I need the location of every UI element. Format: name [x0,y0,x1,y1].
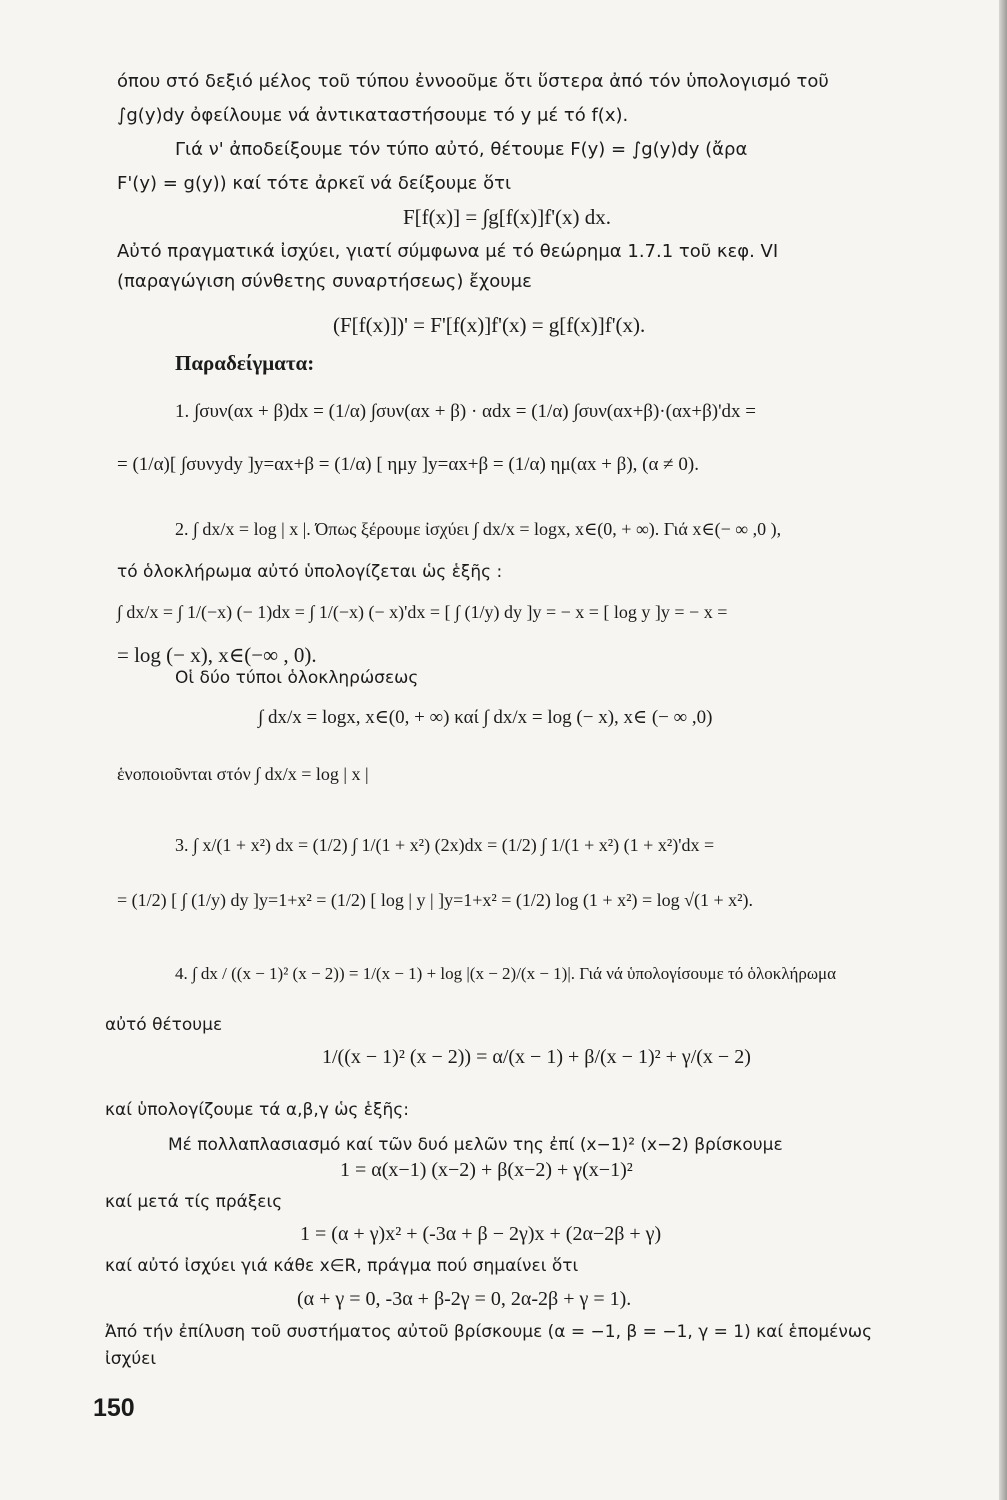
text-line: όπου στό δεξιό μέλος τοῦ τύπου ἐννοοῦμε ὅτι ὕστερα ἀπό τόν ὑπολογισμό τοῦ [117,71,829,92]
equation: F[f(x)] = ∫g[f(x)]f'(x) dx. [403,205,611,229]
text-line: Ἀπό τήν ἐπίλυση τοῦ συστήματος αὐτοῦ βρίσκουμε (α = −1, β = −1, γ = 1) καί ἑπομένως [105,1322,873,1342]
equation: ἑνοποιοῦνται στόν ∫ dx/x = log | x | [117,764,369,784]
text-line: αὐτό θέτουμε [105,1015,223,1035]
text-line: Γιά ν' ἀποδείξουμε τόν τύπο αὐτό, θέτουμε F(y) = ∫g(y)dy (ἄρα [175,139,748,160]
text-line: F'(y) = g(y)) καί τότε ἀρκεῖ νά δείξουμε ὅτι [117,173,512,194]
text-line: Μέ πολλαπλασιασμό καί τῶν δυό μελῶν της ἐπί (x−1)² (x−2) βρίσκουμε [168,1135,783,1155]
example-2-derivation: ∫ dx/x = ∫ 1/(−x) (− 1)dx = ∫ 1/(−x) (− x)'dx = [ ∫ (1/y) dy ]y = − x = [ log y ]y = − x = [117,602,728,622]
equation: = log (− x), x∈(−∞ , 0). [117,643,317,667]
section-heading: Παραδείγματα: [175,351,315,375]
equation: 1/((x − 1)² (x − 2)) = α/(x − 1) + β/(x − 1)² + γ/(x − 2) [322,1046,751,1068]
example-3-line-2: = (1/2) [ ∫ (1/y) dy ]y=1+x² = (1/2) [ log | y | ]y=1+x² = (1/2) log (1 + x²) = log √(1 + x²). [117,890,754,910]
text-line: καί αὐτό ἰσχύει γιά κάθε x∈R, πράγμα πού σημαίνει ὅτι [105,1256,579,1276]
example-1-line-2: = (1/α)[ ∫συνydy ]y=αx+β = (1/α) [ ημy ]y=αx+β = (1/α) ημ(αx + β), (α ≠ 0). [117,454,699,475]
equation: (F[f(x)])' = F'[f(x)]f'(x) = g[f(x)]f'(x). [333,313,646,337]
example-1-line-1: 1. ∫συν(αx + β)dx = (1/α) ∫συν(αx + β) · αdx = (1/α) ∫συν(αx+β)·(αx+β)'dx = [175,401,757,422]
text-line: Οἱ δύο τύποι ὁλοκληρώσεως [175,668,419,688]
text-line: ∫g(y)dy ὀφείλουμε νά ἀντικαταστήσουμε τό y μέ τό f(x). [117,105,629,126]
example-4-line-1: 4. ∫ dx / ((x − 1)² (x − 2)) = 1/(x − 1) + log |(x − 2)/(x − 1)|. Γιά νά ὑπολογίσουμε τό ὁλοκλήρωμα [175,964,837,983]
text-line: καί ὑπολογίζουμε τά α,β,γ ὡς ἑξῆς: [105,1100,409,1120]
example-3-line-1: 3. ∫ x/(1 + x²) dx = (1/2) ∫ 1/(1 + x²) (2x)dx = (1/2) ∫ 1/(1 + x²) (1 + x²)'dx = [175,835,715,855]
example-2-line-1: 2. ∫ dx/x = log | x |. Όπως ξέρουμε ἰσχύει ∫ dx/x = logx, x∈(0, + ∞). Γιά x∈(− ∞ ,0 ), [175,519,782,539]
equation: 1 = α(x−1) (x−2) + β(x−2) + γ(x−1)² [340,1159,633,1181]
text-line: (παραγώγιση σύνθετης συναρτήσεως) ἔχουμε [117,271,532,292]
text-line: Αὐτό πραγματικά ἰσχύει, γιατί σύμφωνα μέ τό θεώρημα 1.7.1 τοῦ κεφ. VI [117,241,779,262]
text-line: τό ὁλοκλήρωμα αὐτό ὑπολογίζεται ὡς ἑξῆς : [117,562,503,582]
equation: (α + γ = 0, -3α + β-2γ = 0, 2α-2β + γ = 1). [297,1288,632,1310]
text-line: καί μετά τίς πράξεις [105,1192,283,1212]
equation: 1 = (α + γ)x² + (-3α + β − 2γ)x + (2α−2β + γ) [300,1223,662,1245]
text-line: ἰσχύει [105,1349,157,1369]
page-number: 150 [93,1394,135,1422]
page-edge-shadow [999,0,1007,1500]
equation: ∫ dx/x = logx, x∈(0, + ∞) καί ∫ dx/x = log (− x), x∈ (− ∞ ,0) [258,707,713,728]
